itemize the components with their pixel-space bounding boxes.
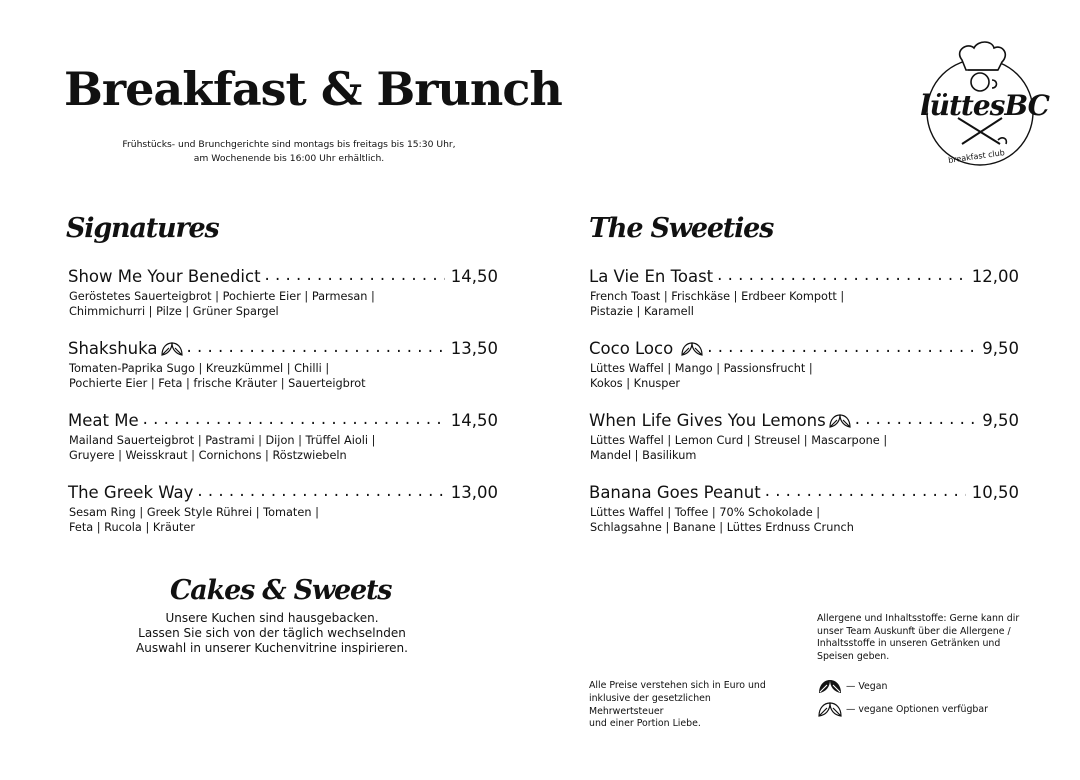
- menu-item-price: 10,50: [971, 483, 1019, 502]
- legend-vegan-label: — Vegan: [846, 681, 888, 692]
- menu-item-coco-loco: [589, 336, 1019, 408]
- menu-item-price: 9,50: [982, 411, 1019, 430]
- menu-item-description: [69, 505, 429, 535]
- menu-item-description: [69, 433, 429, 463]
- menu-item-price: 13,50: [450, 339, 498, 358]
- opening-hours-line-1: Frühstücks- und Brunchgerichte sind montags bis freitags bis 15:30 Uhr,: [122, 139, 456, 150]
- cakes-line: Unsere Kuchen sind hausgebacken.: [165, 611, 379, 625]
- menu-item-price: 9,50: [982, 339, 1019, 358]
- luettes-bc-logo: [918, 40, 1049, 172]
- dot-leader: [765, 480, 966, 502]
- description-line: Pistazie | Karamell: [590, 305, 694, 318]
- opening-hours-line-2: am Wochenende bis 16:00 Uhr erhältlich.: [193, 153, 385, 164]
- menu-item-price: 14,50: [450, 267, 498, 286]
- menu-item-name: When Life Gives You Lemons: [589, 411, 826, 430]
- description-line: Chimmichurri | Pilze | Grüner Spargel: [69, 305, 279, 318]
- cakes-heading: Cakes & Sweets: [170, 575, 392, 606]
- vegan-option-icon: [829, 414, 851, 428]
- description-line: French Toast | Frischkäse | Erdbeer Kompott |: [590, 290, 845, 303]
- menu-item-meat-me: [68, 408, 498, 480]
- legend-vegan-option: [818, 702, 988, 717]
- menu-item-price: 13,00: [450, 483, 498, 502]
- menu-item-name: Banana Goes Peanut: [589, 483, 761, 502]
- menu-item-description: [590, 289, 950, 319]
- menu-item-name: Meat Me: [68, 411, 139, 430]
- menu-item-la-vie-en-toast: [589, 264, 1019, 336]
- cakes-line: Lassen Sie sich von der täglich wechselnden: [138, 626, 406, 640]
- menu-item-show-me-your-benedict: [68, 264, 498, 336]
- menu-item-price: 14,50: [450, 411, 498, 430]
- vegan-icon: [818, 679, 842, 694]
- legend-vegan-option-label: — vegane Optionen verfügbar: [846, 704, 988, 715]
- dot-leader: [707, 336, 976, 358]
- description-line: Geröstetes Sauerteigbrot | Pochierte Eier | Parmesan |: [69, 290, 375, 303]
- menu-item-banana-goes-peanut: [589, 480, 1019, 552]
- page-title: Breakfast & Brunch: [64, 62, 562, 116]
- menu-item-description: [69, 361, 429, 391]
- menu-item-price: 12,00: [971, 267, 1019, 286]
- menu-item-description: [590, 433, 950, 463]
- logo-wordmark: lüttesBC: [920, 89, 1049, 122]
- cakes-description: [122, 611, 422, 656]
- menu-item-description: [69, 289, 429, 319]
- description-line: Pochierte Eier | Feta | frische Kräuter | Sauerteigbrot: [69, 377, 366, 390]
- menu-item-the-greek-way: [68, 480, 498, 552]
- price-note: [589, 680, 779, 731]
- vegan-option-icon: [818, 702, 842, 717]
- description-line: Feta | Rucola | Kräuter: [69, 521, 196, 534]
- legend-vegan: [818, 679, 887, 694]
- description-line: Lüttes Waffel | Lemon Curd | Streusel | Mascarpone |: [590, 434, 888, 447]
- dot-leader: [187, 336, 445, 358]
- opening-hours-note: [104, 138, 474, 166]
- signatures-heading: Signatures: [66, 213, 219, 244]
- description-line: Mailand Sauerteigbrot | Pastrami | Dijon | Trüffel Aioli |: [69, 434, 376, 447]
- price-note-line: und einer Portion Liebe.: [589, 718, 701, 730]
- description-line: Sesam Ring | Greek Style Rührei | Tomaten |: [69, 506, 319, 519]
- vegan-option-icon: [161, 342, 183, 356]
- logo-tagline: breakfast club: [947, 148, 1006, 165]
- description-line: Lüttes Waffel | Mango | Passionsfrucht |: [590, 362, 813, 375]
- allergen-note: Allergene und Inhaltsstoffe: Gerne kann dir unser Team Auskunft über die Allergene / Inhaltsstoffe in unseren Getränken und Speisen geben.: [817, 613, 1020, 662]
- vegan-option-icon: [681, 342, 703, 356]
- menu-item-name: The Greek Way: [68, 483, 194, 502]
- menu-item-description: [590, 505, 950, 535]
- description-line: Gruyere | Weisskraut | Cornichons | Röstzwiebeln: [69, 449, 347, 462]
- price-note-line: inklusive der gesetzlichen Mehrwertsteuer: [589, 692, 711, 717]
- menu-item-when-life-gives-you-lemons: [589, 408, 1019, 480]
- menu-item-name: La Vie En Toast: [589, 267, 714, 286]
- menu-item-shakshuka: [68, 336, 498, 408]
- signatures-menu: [68, 264, 498, 552]
- price-note-line: Alle Preise verstehen sich in Euro und: [589, 680, 766, 691]
- menu-item-name: Shakshuka: [68, 339, 158, 358]
- sweeties-menu: [589, 264, 1019, 552]
- cakes-line: Auswahl in unserer Kuchenvitrine inspirieren.: [136, 641, 408, 655]
- menu-item-description: [590, 361, 950, 391]
- dot-leader: [265, 264, 445, 286]
- description-line: Tomaten-Paprika Sugo | Kreuzkümmel | Chilli |: [69, 362, 330, 375]
- dot-leader: [197, 480, 444, 502]
- description-line: Kokos | Knusper: [590, 377, 681, 390]
- sweeties-heading: The Sweeties: [589, 213, 774, 244]
- description-line: Mandel | Basilikum: [590, 449, 697, 462]
- description-line: Schlagsahne | Banane | Lüttes Erdnuss Crunch: [590, 521, 854, 534]
- menu-item-name: Show Me Your Benedict: [68, 267, 261, 286]
- description-line: Lüttes Waffel | Toffee | 70% Schokolade |: [590, 506, 821, 519]
- dot-leader: [717, 264, 966, 286]
- menu-item-name: Coco Loco: [589, 339, 674, 358]
- dot-leader: [143, 408, 445, 430]
- dot-leader: [855, 408, 977, 430]
